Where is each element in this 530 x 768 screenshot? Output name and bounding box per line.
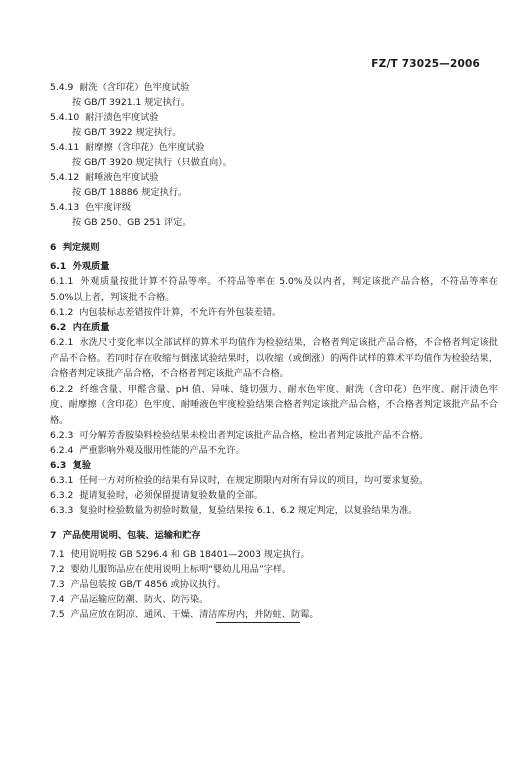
clause-paragraph: 7.2 婴幼儿服饰品应在使用说明上标明“婴幼儿用品”字样。 bbox=[50, 564, 292, 575]
clause-heading: 5.4.10 耐汗渍色牢度试验 bbox=[50, 112, 159, 123]
clause-heading: 5.4.13 色牢度评级 bbox=[50, 202, 132, 213]
clause-body: 按 GB/T 3922 规定执行。 bbox=[72, 127, 182, 138]
std-code: FZ/T 73025—2006 bbox=[371, 58, 480, 70]
clause-paragraph: 7.1 使用说明按 GB 5296.4 和 GB 18401—2003 规定执行。 bbox=[50, 549, 310, 560]
clause-paragraph: 6.1.1 外观质量按批计算不符品等率。不符品等率在 5.0%及以内者，判定该批产品合格，不符品等率在 5.0%以上者，判该批不合格。 bbox=[50, 276, 499, 303]
clause-paragraph: 6.1.2 内包装标志差错按件计算，不允许有外包装差错。 bbox=[50, 307, 282, 318]
clause-paragraph: 6.3.2 提请复验时，必须保留提请复验数量的全部。 bbox=[50, 490, 263, 501]
clause-paragraph: 7.5 产品应放在阴凉、通风、干燥、清洁库房内，并防蛀、防霉。 bbox=[50, 609, 319, 620]
clause-body: 按 GB/T 18886 规定执行。 bbox=[72, 187, 188, 198]
clause-body: 按 GB/T 3920 规定执行（只做直向）。 bbox=[72, 157, 232, 168]
section-heading: 7 产品使用说明、包装、运输和贮存 bbox=[50, 530, 201, 541]
clause-body: 按 GB 250、GB 251 评定。 bbox=[72, 217, 192, 228]
clause-body: 按 GB/T 3921.1 规定执行。 bbox=[72, 97, 191, 108]
subsection-heading: 6.2 内在质量 bbox=[50, 322, 110, 333]
clause-paragraph: 6.2.2 纤维含量、甲醛含量、pH 值、异味、缝切强力、耐水色牢度、耐洗（含印花）色牢度、耐汗渍色牢度、耐摩擦（含印花）色牢度、耐唾液色牢度检验结果合格者判定该批产品合格，不合格者判定该批产品不合格。 bbox=[50, 383, 498, 426]
clause-paragraph: 6.2.4 严重影响外观及服用性能的产品不允许。 bbox=[50, 445, 245, 456]
clause-heading: 5.4.9 耐洗（含印花）色牢度试验 bbox=[50, 82, 190, 93]
document-body bbox=[50, 80, 498, 622]
clause-paragraph: 7.4 产品运输应防潮、防火、防污染。 bbox=[50, 594, 209, 605]
clause-paragraph: 6.2.3 可分解芳香胺染料检验结果未检出者判定该批产品合格，检出者判定该批产品不合格。 bbox=[50, 430, 429, 441]
subsection-heading: 6.3 复验 bbox=[50, 460, 92, 471]
end-rule bbox=[216, 622, 300, 623]
clause-paragraph: 6.3.3 复验时检验数量为初验时数量，复验结果按 6.1、6.2 规定判定，以复验结果为准。 bbox=[50, 505, 418, 516]
clause-paragraph: 7.3 产品包装按 GB/T 4856 或协议执行。 bbox=[50, 579, 226, 590]
clause-heading: 5.4.12 耐唾液色牢度试验 bbox=[50, 172, 159, 183]
clause-heading: 5.4.11 耐摩擦（含印花）色牢度试验 bbox=[50, 142, 205, 153]
clause-paragraph: 6.3.1 任何一方对所检验的结果有异议时，在规定期限内对所有异议的项目，均可要求复验。 bbox=[50, 475, 429, 486]
clause-paragraph: 6.2.1 水洗尺寸变化率以全部试样的算术平均值作为检验结果，合格者判定该批产品合格，不合格者判定该批产品不合格。若同时存在收缩与倒涨试验结果时，以收缩（或倒涨）的两件试样的算术平均值作为检验结果，合格者判定该批产品合格，不合格者判定该批产品不合格。 bbox=[50, 337, 499, 379]
subsection-heading: 6.1 外观质量 bbox=[50, 261, 110, 272]
section-heading: 6 判定规则 bbox=[50, 242, 100, 253]
